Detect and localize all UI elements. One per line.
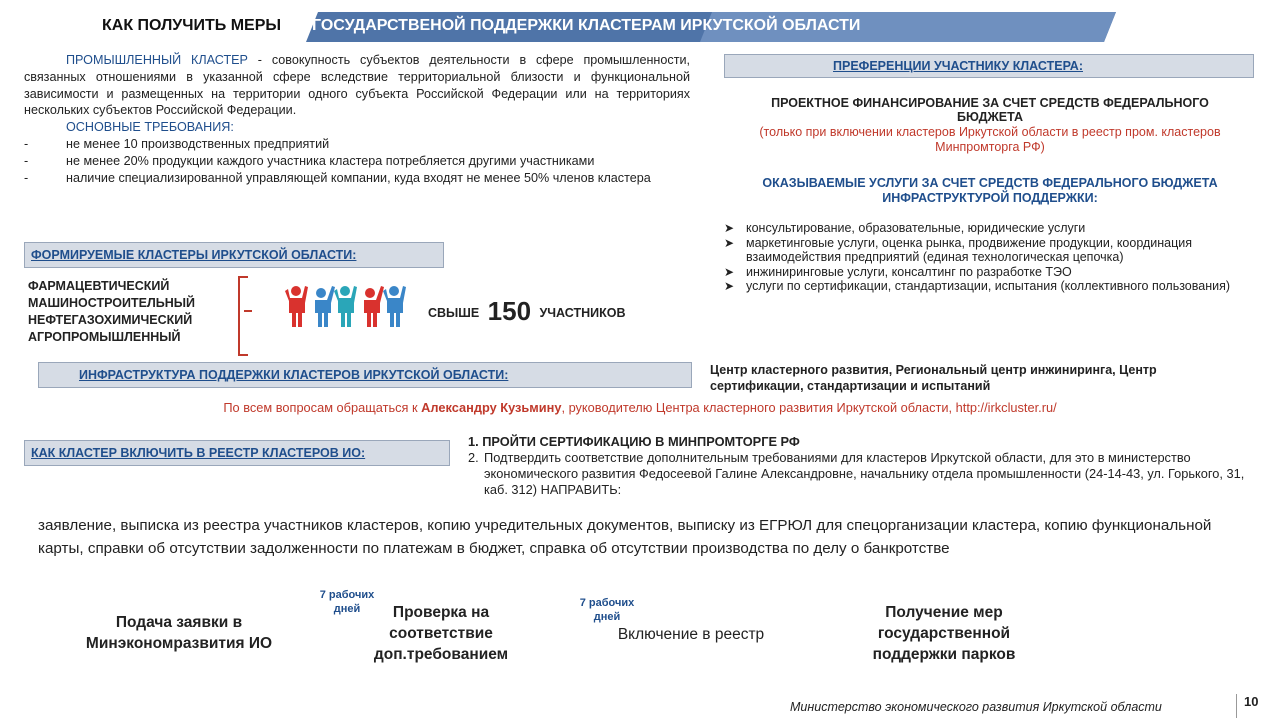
person-blue-icon — [315, 286, 335, 327]
arrow-bullet-icon: ➤ — [724, 264, 735, 279]
preferences-box — [724, 54, 1254, 78]
footer-divider — [1236, 694, 1237, 718]
contact-name: Александру Кузьмину — [421, 400, 562, 415]
financing-title: ПРОЕКТНОЕ ФИНАНСИРОВАНИЕ ЗА СЧЕТ СРЕДСТВ ФЕДЕРАЛЬНОГО БЮДЖЕТА — [771, 96, 1209, 124]
person-red-icon — [364, 286, 384, 327]
flow-days-1: 7 рабочих дней — [319, 589, 375, 615]
page-number: 10 — [1244, 694, 1259, 709]
definition-text: - совокупность субъектов деятельности в сфере промышленности, связанных отношениями в указанной сфере вследствие территориальной близости и функциональной зависимости и размещенных на территории одного субъекта Российской Федерации или на территориях нескольких субъектов Российской Федерации. — [24, 53, 690, 118]
requirement-item: - наличие специализированной управляющей компании, куда входят не менее 50% членов кластера — [24, 170, 651, 185]
definition-term: ПРОМЫШЛЕННЫЙ КЛАСТЕР — [66, 53, 248, 67]
infrastructure-box — [38, 362, 692, 388]
flow-step-2: Проверка на соответствие доп.требованием — [373, 604, 509, 663]
list-item: ➤ маркетинговые услуги, оценка рынка, продвижение продукции, координация взаимодействия предприятий (единая технологическая цепочка) — [724, 235, 1193, 264]
infrastructure-title: ИНФРАСТРУКТУРА ПОДДЕРЖКИ КЛАСТЕРОВ ИРКУТСКОЙ ОБЛАСТИ: — [79, 368, 509, 382]
cluster-definition — [24, 52, 690, 186]
registry-box — [24, 440, 450, 466]
people-group-icon — [282, 282, 412, 338]
header-title-left: КАК ПОЛУЧИТЬ МЕРЫ — [102, 17, 282, 34]
contact-link[interactable]: , руководителю Центра кластерного развития Иркутской области, http://irkcluster.ru/ — [561, 400, 1057, 415]
requirements-title: ОСНОВНЫЕ ТРЕБОВАНИЯ: — [66, 120, 234, 135]
registry-step-2: 2. Подтвердить соответствие дополнительным требованиями для кластеров Иркутской области, для это в министерство экономического развития Федосеевой Галине Александровне, начальнику отдела промышленности (24-14-43, ул. Горького, 31, каб. 312) НАПРАВИТЬ: — [468, 450, 1245, 497]
bracket-connector — [244, 310, 252, 312]
list-item: МАШИНОСТРОИТЕЛЬНЫЙ — [28, 296, 195, 310]
list-item: АГРОПРОМЫШЛЕННЫЙ — [28, 330, 181, 344]
clusters-title: ФОРМИРУЕМЫЕ КЛАСТЕРЫ ИРКУТСКОЙ ОБЛАСТИ: — [31, 248, 357, 262]
list-item: ➤ консультирование, образовательные, юридические услуги — [724, 221, 1086, 235]
requirement-item: - не менее 10 производственных предприятий — [24, 136, 330, 151]
services-title: ОКАЗЫВАЕМЫЕ УСЛУГИ ЗА СЧЕТ СРЕДСТВ ФЕДЕРАЛЬНОГО БЮДЖЕТА ИНФРАСТРУКТУРОЙ ПОДДЕРЖКИ: — [762, 176, 1218, 205]
financing-note: (только при включении кластеров Иркутской области в реестр пром. кластеров Минпромторга РФ) — [759, 125, 1221, 154]
flow-step-3: Включение в реестр — [617, 626, 765, 643]
registry-title: КАК КЛАСТЕР ВКЛЮЧИТЬ В РЕЕСТР КЛАСТЕРОВ ИО: — [31, 446, 366, 460]
participants-count: СВЫШЕ 150 УЧАСТНИКОВ — [428, 296, 626, 326]
contact-line: По всем вопросам обращаться к Александру Кузьмину, руководителю Центра кластерного развития Иркутской области, http://irkcluster.ru/ — [223, 400, 1057, 415]
person-red-icon — [285, 286, 308, 327]
arrow-bullet-icon: ➤ — [724, 235, 735, 250]
flow-days-2: 7 рабочих дней — [579, 597, 635, 623]
registry-steps — [468, 434, 1248, 498]
participants-number: 150 — [487, 296, 532, 326]
flow-step-1: Подача заявки в Минэкономразвития ИО — [85, 614, 273, 652]
footer-ministry: Министерство экономического развития Иркутской области — [790, 700, 1162, 714]
clusters-section-box — [24, 242, 444, 268]
documents-list: заявление, выписка из реестра участников кластеров, копию учредительных документов, выписку из ЕГРЮЛ для спецорганизации кластера, копию функциональной карты, справки об отсутствии задолженности по платежам в бюджет, справка об отсутствии производства по делу о банкротстве — [38, 517, 1212, 557]
requirement-item: - не менее 20% продукции каждого участника кластера потребляется другими участниками — [24, 153, 595, 168]
flow-step-4: Получение мер государственной поддержки парков — [872, 604, 1016, 663]
list-item: НЕФТЕГАЗОХИМИЧЕСКИЙ — [28, 313, 193, 327]
list-item: ➤ услуги по сертификации, стандартизации, испытания (коллективного пользования) — [724, 279, 1231, 293]
registry-step-1: 1. ПРОЙТИ СЕРТИФИКАЦИЮ В МИНПРОМТОРГЕ РФ — [468, 434, 800, 449]
infrastructure-text: Центр кластерного развития, Региональный центр инжиниринга, Центр сертификации, стандартизации и испытаний — [710, 363, 1157, 393]
list-item: ФАРМАЦЕВТИЧЕСКИЙ — [28, 279, 170, 293]
cluster-list — [28, 278, 195, 346]
person-blue-icon — [383, 286, 406, 327]
arrow-bullet-icon: ➤ — [724, 279, 735, 293]
bracket-icon — [238, 276, 248, 356]
preferences-title: ПРЕФЕРЕНЦИИ УЧАСТНИКУ КЛАСТЕРА: — [833, 59, 1083, 73]
services-list — [724, 221, 1252, 294]
arrow-bullet-icon: ➤ — [724, 221, 735, 235]
person-teal-icon — [334, 286, 357, 327]
header-title-right: ГОСУДАРСТВЕНОЙ ПОДДЕРЖКИ КЛАСТЕРАМ ИРКУТСКОЙ ОБЛАСТИ — [312, 17, 861, 34]
list-item: ➤ инжиниринговые услуги, консалтинг по разработке ТЭО — [724, 264, 1072, 279]
